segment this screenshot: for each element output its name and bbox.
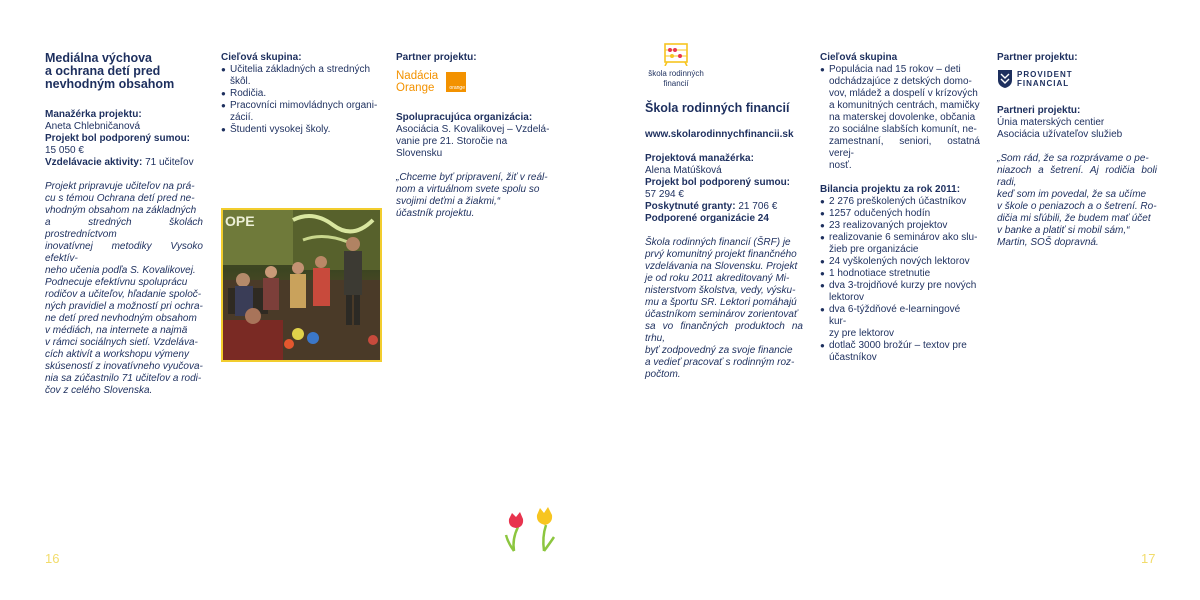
- list-item-line: ● 23 realizovaných projektov: [829, 220, 948, 231]
- text-line: keď som im povedal, že sa učíme: [997, 189, 1147, 200]
- text-line: cích aktivít a workshopu výmeny: [45, 349, 189, 360]
- title-line: nevhodným obsahom: [45, 77, 175, 91]
- target-group-label: Cieľová skupina:: [221, 52, 302, 63]
- right-col-1: [645, 42, 803, 381]
- spacer: [645, 225, 803, 237]
- list-item-line: ● dotlač 3000 brožúr – textov pre: [829, 340, 967, 351]
- nadacia-orange-logo: [396, 70, 556, 100]
- logo-line: škola rodinných: [648, 69, 704, 78]
- partner-label: Partner projektu:: [396, 52, 477, 63]
- list-item-line: odchádzajúce z detských domo-: [829, 76, 972, 87]
- manager-value: Aneta Chlebničanová: [45, 121, 141, 132]
- activities-value: 71 učiteľov: [145, 157, 194, 168]
- left-col-3: [396, 52, 556, 220]
- skola-logo-text: [645, 69, 707, 89]
- logo-line: FINANCIAL: [1017, 79, 1070, 88]
- skola-logo: [645, 42, 707, 89]
- text-line: cu s témou Ochrana detí pred ne-: [45, 193, 195, 204]
- logo-line: Orange: [396, 82, 435, 94]
- list-item: [820, 220, 980, 232]
- coop-line: Asociácia S. Kovalikovej – Vzdelá-: [396, 124, 550, 135]
- list-item-line: ● Pracovníci mimovládnych organi-: [230, 100, 378, 111]
- activities-line: [45, 157, 203, 169]
- text-line: prvý komunitný projekt finančného: [645, 249, 797, 260]
- list-item-line: ● Populácia nad 15 rokov – deti: [829, 64, 961, 75]
- logo-text: [396, 70, 556, 94]
- text-line: svojimi deťmi a žiakmi,“: [396, 196, 501, 207]
- text-line: Škola rodinných financií (ŠRF) je: [645, 237, 791, 248]
- target-group-list: [221, 64, 379, 136]
- page-number-right: 17: [1141, 551, 1156, 566]
- text-line: v škole o peniazoch a o šetrení. Ro-: [997, 201, 1157, 212]
- partners-value: [997, 117, 1157, 141]
- list-item-line: zácií.: [230, 112, 254, 123]
- coop-line: vanie pre 21. Storočie na Slovensku: [396, 136, 508, 159]
- logo-line: PROVIDENT: [1017, 70, 1073, 79]
- left-col-2: [221, 52, 379, 136]
- provident-logo-text: [1017, 70, 1073, 88]
- logo-badge-text: orange: [449, 85, 465, 91]
- list-item: [221, 88, 379, 100]
- list-item: [820, 208, 980, 220]
- partner-line: Únia materských centier: [997, 117, 1105, 128]
- list-item: [221, 64, 379, 88]
- partner-line: Asociácia užívateľov služieb: [997, 129, 1123, 140]
- project-description: [45, 181, 203, 397]
- text-line: niazoch a šetrení. Aj rodičia boli radi,: [997, 165, 1157, 188]
- text-line: dičia mi sľúbili, že budem mať účet: [997, 213, 1151, 224]
- partners-label: Partneri projektu:: [997, 105, 1081, 116]
- text-line: čov z celého Slovenska.: [45, 385, 153, 396]
- list-item: [820, 304, 980, 340]
- list-item-line: a komunitných centrách, mamičky: [829, 100, 980, 111]
- manager-label: Projektová manažérka:: [645, 153, 754, 164]
- grants-value: 21 706 €: [738, 201, 778, 212]
- text-line: ných pravidiel a možností pri ochra-: [45, 301, 203, 312]
- text-line: nom a virtuálnom svete spolu so: [396, 184, 540, 195]
- grants-line: [645, 201, 803, 213]
- quote: [396, 172, 556, 208]
- list-item: [820, 280, 980, 304]
- right-col-3: [997, 52, 1157, 249]
- list-item-line: účastníkov: [829, 352, 877, 363]
- grants-label: Poskytnuté granty:: [645, 201, 736, 212]
- orange-square-icon: [446, 72, 466, 92]
- activities-label: Vzdelávacie aktivity:: [45, 157, 143, 168]
- project-title: Škola rodinných financií: [645, 101, 790, 115]
- text-line: v banke a platiť si mobil sám,“: [997, 225, 1130, 236]
- quote-author: účastník projektu.: [396, 208, 475, 219]
- title-line: Mediálna výchova: [45, 51, 152, 65]
- list-item-line: ● Učitelia základných a stredných: [230, 64, 371, 75]
- list-item-line: nosť.: [829, 160, 852, 171]
- text-line: inovatívnej metodiky Vysoko efektív-: [45, 241, 203, 264]
- list-item: [820, 340, 980, 364]
- website-link[interactable]: www.skolarodinnychfinancii.sk: [645, 129, 794, 140]
- coop-value: [396, 124, 556, 160]
- list-item-line: na materskej dovolenke, občania: [829, 112, 976, 123]
- list-item-line: lektorov: [829, 292, 865, 303]
- abacus-icon: [663, 42, 689, 66]
- quote: [997, 153, 1157, 237]
- text-line: ne detí pred nevhodným obsahom: [45, 313, 197, 324]
- text-line: nia sa zúčastnilo 71 učiteľov a rodi-: [45, 373, 202, 384]
- amount-value: 15 050 €: [45, 145, 84, 156]
- text-line: v médiách, na internete a najmä: [45, 325, 188, 336]
- list-item: [820, 268, 980, 280]
- spacer: [645, 141, 803, 153]
- text-line: vhodným obsahom na základných: [45, 205, 197, 216]
- partner-label: Partner projektu:: [997, 52, 1078, 63]
- photo-illustration: [223, 210, 380, 360]
- target-group-label: Cieľová skupina: [820, 52, 898, 63]
- provident-logo: [997, 69, 1157, 93]
- text-line: vzdelávania na Slovensku. Projekt: [645, 261, 798, 272]
- list-item: [820, 256, 980, 268]
- text-line: Podnecuje efektívnu spoluprácu: [45, 277, 188, 288]
- text-line: počtom.: [645, 369, 681, 380]
- provident-shield-icon: [997, 69, 1013, 89]
- list-item-line: vov, mládež a dospelí v krízových: [829, 88, 978, 99]
- list-item-line: ● dva 6-týždňové e-learningové kur-: [829, 304, 961, 327]
- tulips-icon: [502, 505, 562, 555]
- list-item-line: ● 1 hodnotiace stretnutie: [829, 268, 931, 279]
- text-line: Projekt pripravuje učiteľov na prá-: [45, 181, 195, 192]
- list-item-line: ● Rodičia.: [230, 88, 267, 99]
- project-photo: [221, 208, 382, 362]
- list-item: [820, 232, 980, 256]
- coop-label: Spolupracujúca organizácia:: [396, 112, 533, 123]
- list-item-line: škôl.: [230, 76, 251, 87]
- text-line: „Som rád, že sa rozprávame o pe-: [997, 153, 1149, 164]
- text-line: byť zodpovedný za svoje financie: [645, 345, 793, 356]
- spacer: [396, 100, 556, 112]
- right-col-2: [820, 52, 980, 364]
- list-item-line: ● realizovanie 6 seminárov ako slu-: [829, 232, 978, 243]
- spacer: [45, 169, 203, 181]
- text-line: skúseností z inovatívneho vyučova-: [45, 361, 203, 372]
- list-item: [221, 124, 379, 136]
- list-item: [820, 196, 980, 208]
- text-line: rodičov a učiteľov, hľadanie spoloč-: [45, 289, 202, 300]
- text-line: sa vo finančných produktoch na trhu,: [645, 321, 803, 344]
- list-item: [820, 64, 980, 172]
- list-item-line: ● 24 vyškolených nových lektorov: [829, 256, 970, 267]
- list-item-line: zamestnaní, seniori, ostatná verej-: [829, 136, 980, 159]
- text-line: v rámci sociálnych sietí. Vzdeláva-: [45, 337, 198, 348]
- list-item-line: ● Študenti vysokej školy.: [230, 124, 331, 135]
- left-col-1: [45, 52, 203, 397]
- amount-label: Projekt bol podporený sumou:: [45, 133, 191, 144]
- list-item-line: ● dva 3-trojdňové kurzy pre nových: [829, 280, 977, 291]
- list-item-line: ● 1257 odučených hodín: [829, 208, 931, 219]
- list-item: [221, 100, 379, 124]
- orgs-label: Podporené organizácie 24: [645, 213, 769, 224]
- spacer: [997, 141, 1157, 153]
- manager-value: Alena Matúšková: [645, 165, 722, 176]
- list-item-line: žieb pre organizácie: [829, 244, 919, 255]
- spacer: [820, 172, 980, 184]
- list-item-line: zo sociálne slabších komunít, ne-: [829, 124, 977, 135]
- project-title: [45, 52, 203, 91]
- amount-label: Projekt bol podporený sumou:: [645, 177, 791, 188]
- target-group-list: [820, 64, 980, 172]
- manager-label: Manažérka projektu:: [45, 109, 142, 120]
- text-line: účastníkom seminárov zorientovať: [645, 309, 798, 320]
- text-line: „Chceme byť pripravení, žiť v reál-: [396, 172, 548, 183]
- spacer: [396, 160, 556, 172]
- page-number-left: 16: [45, 551, 60, 566]
- text-line: neho učenia podľa S. Kovalikovej.: [45, 265, 196, 276]
- balance-list: [820, 196, 980, 364]
- logo-line: Nadácia: [396, 70, 439, 82]
- text-line: a vedieť pracovať s rodinným roz-: [645, 357, 795, 368]
- project-description: [645, 237, 803, 381]
- text-line: a stredných školách prostredníctvom: [45, 217, 203, 240]
- spacer: [997, 93, 1157, 105]
- text-line: mu a športu SR. Lektori pomáhajú: [645, 297, 797, 308]
- quote-author: Martin, SOŠ dopravná.: [997, 237, 1099, 248]
- amount-value: 57 294 €: [645, 189, 684, 200]
- photo-wall-text: OPE: [225, 213, 255, 229]
- text-line: je od roku 2011 akreditovaný Mi-: [645, 273, 790, 284]
- list-item-line: ● 2 276 preškolených účastníkov: [829, 196, 967, 207]
- text-line: nisterstvom školstva, vedy, výsku-: [645, 285, 796, 296]
- logo-line: financií: [663, 79, 689, 88]
- balance-label: Bilancia projektu za rok 2011:: [820, 184, 961, 195]
- title-line: a ochrana detí pred: [45, 64, 161, 78]
- list-item-line: zy pre lektorov: [829, 328, 895, 339]
